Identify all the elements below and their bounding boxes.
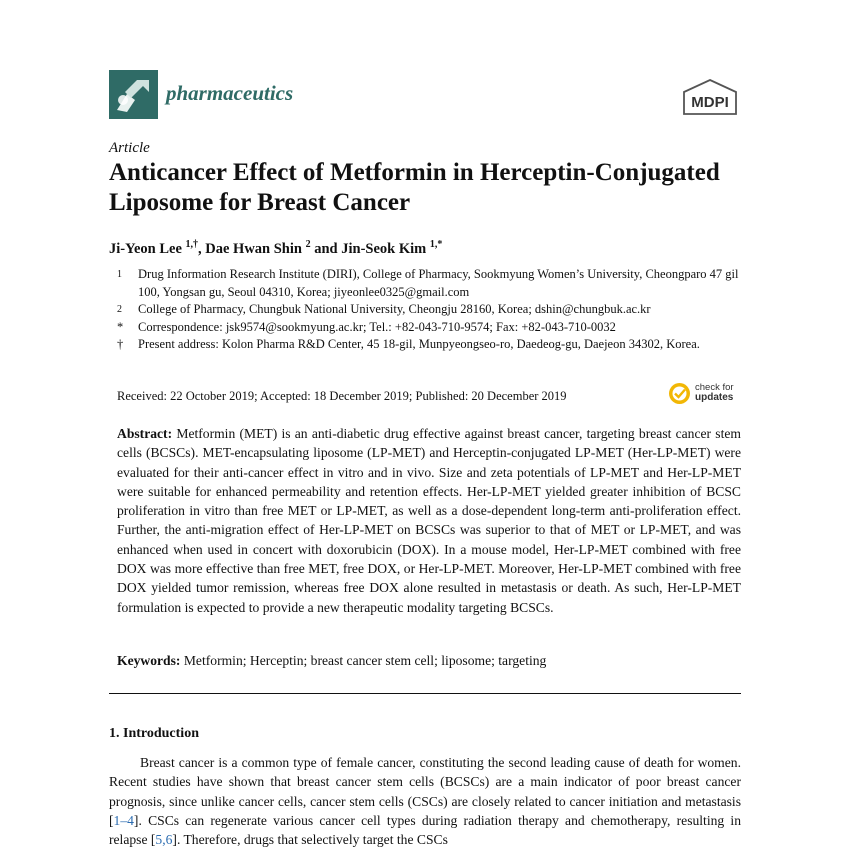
author-name: Jin-Seok Kim (341, 240, 427, 257)
journal-name: pharmaceutics (166, 81, 294, 105)
affiliation-mark: * (117, 319, 124, 334)
affiliation-item (117, 266, 747, 301)
abstract (117, 424, 741, 617)
affiliation-item (117, 336, 747, 354)
affiliation-mark: 2 (117, 304, 122, 315)
check-updates-text (695, 383, 734, 403)
author-list (109, 239, 442, 258)
svg-text:MDPI: MDPI (691, 94, 729, 111)
affiliation-mark: † (117, 337, 124, 351)
intro-text: ]. CSCs can regenerate various cancer cell types during radiation therapy and chemotherapy, resulting in relapse [ (109, 812, 741, 848)
affiliation-text: Drug Information Research Institute (DIRI), College of Pharmacy, Sookmyung Women’s University, Cheongparo 47 gil 100, Yongsan gu, Seoul 04310, Korea; jiyeonlee0325@gmail.com (138, 267, 739, 299)
check-for-updates-badge[interactable] (668, 380, 740, 406)
author-separator: , (198, 240, 206, 257)
affiliation-text: Correspondence: jsk9574@sookmyung.ac.kr; Tel.: +82-043-710-9574; Fax: +82-043-710-0032 (138, 319, 616, 334)
article-type: Article (109, 140, 150, 156)
intro-text: Breast cancer is a common type of female cancer, constituting the second leading cause of death for women. Recent studies have shown that breast cancer stem cells (BCSCs) are a main indicator of poor breast cancer prognosis, since unlike cancer cells, cancer stem cells (CSCs) are closely related to cancer initiation and metastasis [ (109, 755, 741, 828)
affiliation-list (117, 266, 747, 354)
author-name: Ji-Yeon Lee (109, 240, 182, 257)
intro-text: ]. Therefore, drugs that selectively target the CSCs (172, 832, 448, 848)
section-divider (109, 693, 741, 694)
check-updates-line1: check for (695, 382, 734, 393)
mdpi-logo (680, 78, 740, 118)
journal-logo-icon (109, 70, 158, 119)
keywords (117, 653, 546, 669)
publication-dates: Received: 22 October 2019; Accepted: 18 December 2019; Published: 20 December 2019 (117, 389, 567, 403)
author-affiliation-mark: 1,* (429, 239, 443, 250)
keywords-text: Metformin; Herceptin; breast cancer stem cell; liposome; targeting (183, 653, 547, 668)
abstract-text: Metformin (MET) is an anti-diabetic drug effective against breast cancer, targeting breast cancer stem cells (BCSCs). MET-encapsulating liposome (LP-MET) and Herceptin-conjugated LP-MET (Her-LP-MET) were evaluated for their anti-cancer effect in vitro and in vivo. Size and zeta potentials of LP-MET and Her-LP-MET were suitable for enhanced permeability and retention effects. Her-LP-MET yielded greater inhibition of BCSC proliferation in vitro than free MET or LP-MET, as well as a dose-dependent long-term anti-proliferation effect. Further, the anti-migration effect of Her-LP-MET on BCSCs was superior to that of MET or LP-MET, and was enhanced when used in concert with doxorubicin (DOX). In a mouse model, Her-LP-MET combined with free DOX was more effective than free MET, free DOX, or Her-LP-MET. Moreover, Her-LP-MET combined with free DOX yielded tumor remission, whereas free DOX alone resulted in metastasis or death. As such, Her-LP-MET formulation is expected to provide a new therapeutic modality targeting BCSCs. (117, 426, 741, 615)
section-heading: 1. Introduction (109, 726, 199, 741)
author-affiliation-mark: 1,† (185, 239, 199, 250)
author-affiliation-mark: 2 (305, 239, 311, 250)
check-updates-line2: updates (695, 392, 734, 403)
affiliation-text: College of Pharmacy, Chungbuk National University, Cheongju 28160, Korea; dshin@chungbuk.ac.kr (138, 302, 651, 316)
affiliation-item (117, 301, 747, 319)
author-name: Dae Hwan Shin (205, 240, 302, 257)
affiliation-item (117, 319, 747, 337)
introduction-paragraph (109, 753, 741, 849)
affiliation-mark: 1 (117, 269, 122, 280)
author-separator: and (310, 240, 342, 257)
affiliation-text: Present address: Kolon Pharma R&D Center, 45 18-gil, Munpyeongseo-ro, Daedeog-gu, Daejeon 34302, Korea. (138, 337, 700, 351)
citation-link[interactable]: 1–4 (113, 812, 134, 828)
abstract-label: Abstract: (117, 426, 173, 441)
keywords-label: Keywords: (117, 653, 181, 668)
paper-title: Anticancer Effect of Metformin in Herceptin-Conjugated Liposome for Breast Cancer (109, 159, 720, 216)
checkmark-badge-icon (668, 382, 691, 405)
citation-link[interactable]: 5,6 (155, 832, 173, 848)
